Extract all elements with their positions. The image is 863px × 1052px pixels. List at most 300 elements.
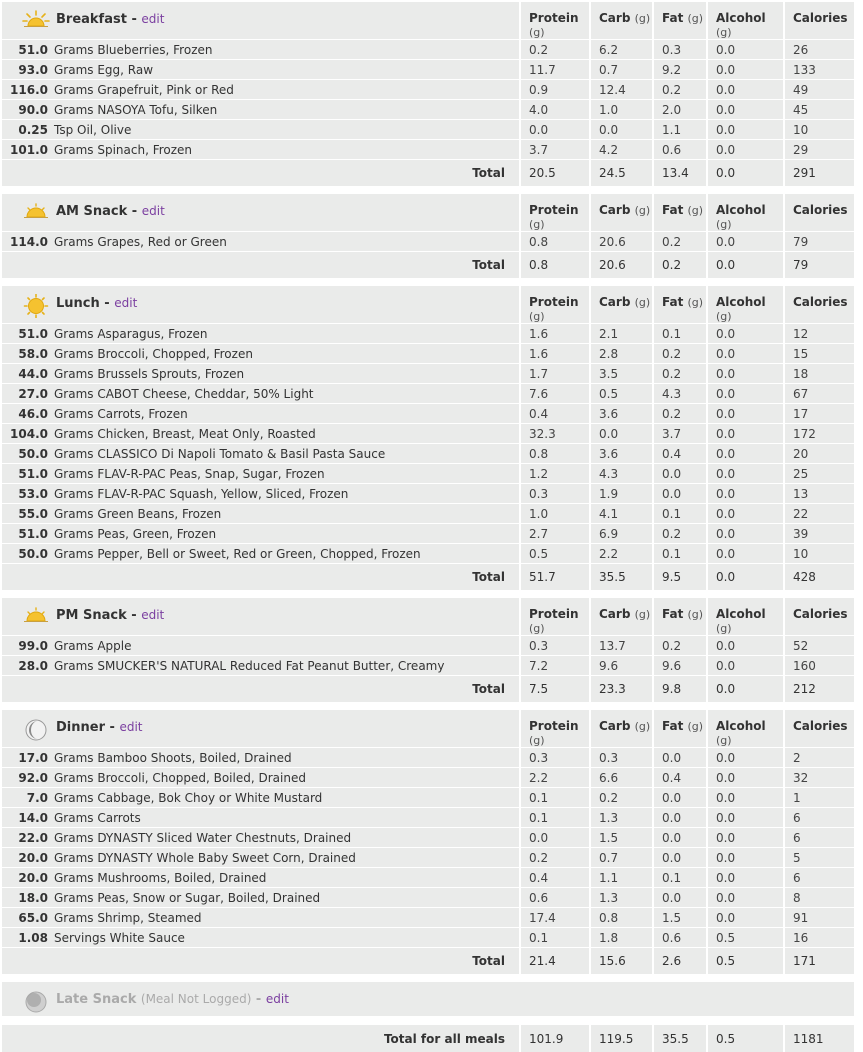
food-carb: 9.6 bbox=[590, 656, 653, 676]
food-name: Tsp Oil, Olive bbox=[54, 123, 131, 137]
food-carb: 1.9 bbox=[590, 484, 653, 504]
food-protein: 0.1 bbox=[520, 788, 590, 808]
food-row bbox=[2, 484, 854, 504]
food-carb: 20.6 bbox=[590, 232, 653, 252]
food-row bbox=[2, 656, 854, 676]
col-protein-header: Protein (g) bbox=[520, 194, 590, 232]
food-alcohol: 0.0 bbox=[707, 424, 784, 444]
meal-total-row bbox=[2, 252, 854, 279]
food-row bbox=[2, 636, 854, 656]
total-carb: 23.3 bbox=[590, 676, 653, 703]
food-protein: 0.1 bbox=[520, 808, 590, 828]
food-alcohol: 0.0 bbox=[707, 868, 784, 888]
food-protein: 11.7 bbox=[520, 60, 590, 80]
col-calories-header: Calories bbox=[784, 710, 854, 748]
food-calories: 29 bbox=[784, 140, 854, 160]
food-alcohol: 0.0 bbox=[707, 364, 784, 384]
food-alcohol: 0.0 bbox=[707, 768, 784, 788]
food-calories: 10 bbox=[784, 120, 854, 140]
food-cell bbox=[2, 768, 520, 788]
total-calories: 291 bbox=[784, 160, 854, 187]
food-alcohol: 0.0 bbox=[707, 384, 784, 404]
total-alcohol: 0.5 bbox=[707, 948, 784, 975]
food-name: Grams Peas, Snow or Sugar, Boiled, Drained bbox=[54, 891, 320, 905]
total-fat: 9.8 bbox=[653, 676, 707, 703]
food-alcohol: 0.5 bbox=[707, 928, 784, 948]
grand-total-protein: 101.9 bbox=[520, 1025, 590, 1052]
col-protein-header: Protein (g) bbox=[520, 286, 590, 324]
food-alcohol: 0.0 bbox=[707, 636, 784, 656]
half-sun-icon bbox=[22, 202, 50, 222]
food-protein: 17.4 bbox=[520, 908, 590, 928]
food-cell bbox=[2, 504, 520, 524]
food-alcohol: 0.0 bbox=[707, 656, 784, 676]
food-alcohol: 0.0 bbox=[707, 828, 784, 848]
food-row bbox=[2, 828, 854, 848]
food-quantity: 90.0 bbox=[2, 103, 48, 117]
food-name: Grams Peas, Green, Frozen bbox=[54, 527, 216, 541]
food-protein: 32.3 bbox=[520, 424, 590, 444]
food-alcohol: 0.0 bbox=[707, 100, 784, 120]
total-calories: 79 bbox=[784, 252, 854, 279]
food-quantity: 14.0 bbox=[2, 811, 48, 825]
food-fat: 0.0 bbox=[653, 808, 707, 828]
meal-header bbox=[2, 286, 520, 324]
food-quantity: 101.0 bbox=[2, 143, 48, 157]
food-row bbox=[2, 100, 854, 120]
food-cell bbox=[2, 788, 520, 808]
grand-total-fat: 35.5 bbox=[653, 1025, 707, 1052]
food-carb: 1.5 bbox=[590, 828, 653, 848]
food-name: Grams Apple bbox=[54, 639, 132, 653]
food-cell bbox=[2, 384, 520, 404]
food-carb: 4.1 bbox=[590, 504, 653, 524]
food-alcohol: 0.0 bbox=[707, 324, 784, 344]
food-cell bbox=[2, 100, 520, 120]
food-fat: 0.2 bbox=[653, 364, 707, 384]
food-cell bbox=[2, 928, 520, 948]
food-fat: 0.0 bbox=[653, 748, 707, 768]
food-protein: 0.9 bbox=[520, 80, 590, 100]
food-protein: 0.2 bbox=[520, 40, 590, 60]
food-protein: 0.4 bbox=[520, 868, 590, 888]
food-name: Grams Spinach, Frozen bbox=[54, 143, 192, 157]
total-fat: 13.4 bbox=[653, 160, 707, 187]
food-carb: 0.8 bbox=[590, 908, 653, 928]
food-protein: 7.6 bbox=[520, 384, 590, 404]
food-cell bbox=[2, 524, 520, 544]
col-alcohol-header: Alcohol (g) bbox=[707, 286, 784, 324]
food-name: Grams Shrimp, Steamed bbox=[54, 911, 202, 925]
col-fat-header: Fat (g) bbox=[653, 2, 707, 40]
total-label: Total bbox=[2, 676, 520, 703]
food-cell bbox=[2, 40, 520, 60]
food-name: Grams FLAV-R-PAC Squash, Yellow, Sliced, Frozen bbox=[54, 487, 348, 501]
food-quantity: 51.0 bbox=[2, 467, 48, 481]
total-protein: 20.5 bbox=[520, 160, 590, 187]
edit-link[interactable]: edit bbox=[119, 720, 142, 734]
food-name: Grams Carrots, Frozen bbox=[54, 407, 188, 421]
meal-title: PM Snack - edit bbox=[56, 608, 164, 623]
food-protein: 3.7 bbox=[520, 140, 590, 160]
food-row bbox=[2, 80, 854, 100]
food-alcohol: 0.0 bbox=[707, 484, 784, 504]
food-name: Grams Cabbage, Bok Choy or White Mustard bbox=[54, 791, 322, 805]
food-name: Servings White Sauce bbox=[54, 931, 185, 945]
meal-header bbox=[2, 598, 520, 636]
total-protein: 0.8 bbox=[520, 252, 590, 279]
meal-total-row bbox=[2, 676, 854, 703]
food-cell bbox=[2, 868, 520, 888]
food-row bbox=[2, 40, 854, 60]
food-cell bbox=[2, 828, 520, 848]
food-fat: 2.0 bbox=[653, 100, 707, 120]
food-calories: 16 bbox=[784, 928, 854, 948]
food-protein: 0.0 bbox=[520, 828, 590, 848]
food-fat: 9.6 bbox=[653, 656, 707, 676]
food-fat: 0.6 bbox=[653, 928, 707, 948]
food-protein: 7.2 bbox=[520, 656, 590, 676]
food-calories: 12 bbox=[784, 324, 854, 344]
food-cell bbox=[2, 60, 520, 80]
food-quantity: 50.0 bbox=[2, 547, 48, 561]
food-fat: 0.2 bbox=[653, 636, 707, 656]
food-carb: 0.7 bbox=[590, 848, 653, 868]
food-quantity: 27.0 bbox=[2, 387, 48, 401]
food-protein: 0.1 bbox=[520, 928, 590, 948]
food-quantity: 93.0 bbox=[2, 63, 48, 77]
food-protein: 1.6 bbox=[520, 344, 590, 364]
food-row bbox=[2, 384, 854, 404]
col-alcohol-header: Alcohol (g) bbox=[707, 598, 784, 636]
food-quantity: 116.0 bbox=[2, 83, 48, 97]
food-quantity: 55.0 bbox=[2, 507, 48, 521]
food-row bbox=[2, 444, 854, 464]
col-fat-header: Fat (g) bbox=[653, 194, 707, 232]
total-fat: 2.6 bbox=[653, 948, 707, 975]
col-carb-header: Carb (g) bbox=[590, 598, 653, 636]
food-row bbox=[2, 524, 854, 544]
food-fat: 0.4 bbox=[653, 768, 707, 788]
food-cell bbox=[2, 748, 520, 768]
sunrise-icon bbox=[22, 10, 50, 30]
food-quantity: 51.0 bbox=[2, 327, 48, 341]
food-quantity: 46.0 bbox=[2, 407, 48, 421]
food-row bbox=[2, 544, 854, 564]
food-calories: 26 bbox=[784, 40, 854, 60]
col-carb-header: Carb (g) bbox=[590, 194, 653, 232]
food-protein: 1.6 bbox=[520, 324, 590, 344]
edit-link[interactable]: edit bbox=[141, 12, 164, 26]
food-quantity: 58.0 bbox=[2, 347, 48, 361]
food-alcohol: 0.0 bbox=[707, 524, 784, 544]
meal-title: AM Snack - edit bbox=[56, 204, 165, 219]
food-protein: 0.5 bbox=[520, 544, 590, 564]
food-carb: 3.6 bbox=[590, 404, 653, 424]
food-calories: 18 bbox=[784, 364, 854, 384]
total-label: Total bbox=[2, 948, 520, 975]
meal-dinner bbox=[2, 710, 854, 974]
food-cell bbox=[2, 484, 520, 504]
food-calories: 45 bbox=[784, 100, 854, 120]
food-row bbox=[2, 908, 854, 928]
food-alcohol: 0.0 bbox=[707, 504, 784, 524]
food-quantity: 44.0 bbox=[2, 367, 48, 381]
total-label: Total bbox=[2, 564, 520, 591]
food-alcohol: 0.0 bbox=[707, 748, 784, 768]
food-row bbox=[2, 464, 854, 484]
food-carb: 0.7 bbox=[590, 60, 653, 80]
food-carb: 2.8 bbox=[590, 344, 653, 364]
col-calories-header: Calories bbox=[784, 598, 854, 636]
food-protein: 4.0 bbox=[520, 100, 590, 120]
food-calories: 6 bbox=[784, 868, 854, 888]
food-fat: 0.2 bbox=[653, 524, 707, 544]
food-row bbox=[2, 888, 854, 908]
food-carb: 4.3 bbox=[590, 464, 653, 484]
food-cell bbox=[2, 848, 520, 868]
food-calories: 6 bbox=[784, 808, 854, 828]
food-calories: 160 bbox=[784, 656, 854, 676]
food-alcohol: 0.0 bbox=[707, 344, 784, 364]
total-alcohol: 0.0 bbox=[707, 676, 784, 703]
food-fat: 0.0 bbox=[653, 828, 707, 848]
food-calories: 5 bbox=[784, 848, 854, 868]
food-name: Grams Mushrooms, Boiled, Drained bbox=[54, 871, 266, 885]
total-alcohol: 0.0 bbox=[707, 564, 784, 591]
food-row bbox=[2, 140, 854, 160]
food-calories: 15 bbox=[784, 344, 854, 364]
total-calories: 171 bbox=[784, 948, 854, 975]
food-alcohol: 0.0 bbox=[707, 848, 784, 868]
food-alcohol: 0.0 bbox=[707, 908, 784, 928]
food-calories: 91 bbox=[784, 908, 854, 928]
half-sun-icon bbox=[22, 606, 50, 626]
food-calories: 13 bbox=[784, 484, 854, 504]
food-carb: 6.2 bbox=[590, 40, 653, 60]
food-row bbox=[2, 60, 854, 80]
food-quantity: 104.0 bbox=[2, 427, 48, 441]
col-alcohol-header: Alcohol (g) bbox=[707, 2, 784, 40]
food-carb: 3.6 bbox=[590, 444, 653, 464]
meal-am-snack bbox=[2, 194, 854, 278]
food-protein: 0.2 bbox=[520, 848, 590, 868]
food-row bbox=[2, 424, 854, 444]
edit-link[interactable]: edit bbox=[266, 992, 289, 1006]
total-alcohol: 0.0 bbox=[707, 252, 784, 279]
food-alcohol: 0.0 bbox=[707, 788, 784, 808]
food-row bbox=[2, 868, 854, 888]
food-row bbox=[2, 404, 854, 424]
food-cell bbox=[2, 324, 520, 344]
food-protein: 0.4 bbox=[520, 404, 590, 424]
edit-link[interactable]: edit bbox=[114, 296, 137, 310]
food-fat: 0.1 bbox=[653, 324, 707, 344]
total-calories: 212 bbox=[784, 676, 854, 703]
food-alcohol: 0.0 bbox=[707, 404, 784, 424]
food-carb: 0.5 bbox=[590, 384, 653, 404]
meal-total-row bbox=[2, 160, 854, 187]
total-protein: 51.7 bbox=[520, 564, 590, 591]
sun-icon bbox=[22, 294, 50, 314]
meal-title: Breakfast - edit bbox=[56, 12, 164, 27]
food-calories: 79 bbox=[784, 232, 854, 252]
food-alcohol: 0.0 bbox=[707, 808, 784, 828]
food-alcohol: 0.0 bbox=[707, 40, 784, 60]
food-protein: 0.8 bbox=[520, 232, 590, 252]
meal-title: Dinner - edit bbox=[56, 720, 143, 735]
food-protein: 2.2 bbox=[520, 768, 590, 788]
col-fat-header: Fat (g) bbox=[653, 286, 707, 324]
food-carb: 1.1 bbox=[590, 868, 653, 888]
food-carb: 0.0 bbox=[590, 120, 653, 140]
food-calories: 6 bbox=[784, 828, 854, 848]
food-carb: 12.4 bbox=[590, 80, 653, 100]
food-calories: 49 bbox=[784, 80, 854, 100]
food-carb: 6.9 bbox=[590, 524, 653, 544]
food-fat: 0.0 bbox=[653, 788, 707, 808]
food-protein: 1.7 bbox=[520, 364, 590, 384]
food-calories: 1 bbox=[784, 788, 854, 808]
col-fat-header: Fat (g) bbox=[653, 710, 707, 748]
col-carb-header: Carb (g) bbox=[590, 2, 653, 40]
food-fat: 0.0 bbox=[653, 484, 707, 504]
grand-total bbox=[2, 1024, 854, 1052]
food-row bbox=[2, 364, 854, 384]
food-carb: 4.2 bbox=[590, 140, 653, 160]
food-carb: 0.3 bbox=[590, 748, 653, 768]
col-protein-header: Protein (g) bbox=[520, 2, 590, 40]
meal-late-snack bbox=[2, 982, 854, 1016]
food-quantity: 51.0 bbox=[2, 527, 48, 541]
food-name: Grams FLAV-R-PAC Peas, Snap, Sugar, Frozen bbox=[54, 467, 325, 481]
food-quantity: 22.0 bbox=[2, 831, 48, 845]
food-cell bbox=[2, 404, 520, 424]
food-quantity: 28.0 bbox=[2, 659, 48, 673]
total-protein: 21.4 bbox=[520, 948, 590, 975]
moon-grey-icon bbox=[22, 990, 50, 1010]
total-fat: 9.5 bbox=[653, 564, 707, 591]
food-calories: 20 bbox=[784, 444, 854, 464]
food-carb: 13.7 bbox=[590, 636, 653, 656]
food-fat: 0.0 bbox=[653, 464, 707, 484]
food-cell bbox=[2, 544, 520, 564]
food-quantity: 0.25 bbox=[2, 123, 48, 137]
food-carb: 3.5 bbox=[590, 364, 653, 384]
food-protein: 0.3 bbox=[520, 748, 590, 768]
food-fat: 0.2 bbox=[653, 344, 707, 364]
food-fat: 4.3 bbox=[653, 384, 707, 404]
food-name: Grams NASOYA Tofu, Silken bbox=[54, 103, 217, 117]
food-cell bbox=[2, 656, 520, 676]
food-calories: 32 bbox=[784, 768, 854, 788]
food-carb: 2.1 bbox=[590, 324, 653, 344]
food-fat: 1.5 bbox=[653, 908, 707, 928]
grand-total-label: Total for all meals bbox=[2, 1025, 520, 1052]
food-carb: 1.3 bbox=[590, 888, 653, 908]
food-row bbox=[2, 928, 854, 948]
food-name: Grams CABOT Cheese, Cheddar, 50% Light bbox=[54, 387, 314, 401]
food-quantity: 65.0 bbox=[2, 911, 48, 925]
meal-total-row bbox=[2, 948, 854, 975]
food-protein: 0.3 bbox=[520, 484, 590, 504]
col-protein-header: Protein (g) bbox=[520, 598, 590, 636]
food-name: Grams Blueberries, Frozen bbox=[54, 43, 212, 57]
food-cell bbox=[2, 888, 520, 908]
food-row bbox=[2, 748, 854, 768]
meal-header bbox=[2, 2, 520, 40]
food-name: Grams CLASSICO Di Napoli Tomato & Basil Pasta Sauce bbox=[54, 447, 385, 461]
food-protein: 2.7 bbox=[520, 524, 590, 544]
food-quantity: 51.0 bbox=[2, 43, 48, 57]
total-carb: 15.6 bbox=[590, 948, 653, 975]
total-carb: 20.6 bbox=[590, 252, 653, 279]
food-name: Grams Green Beans, Frozen bbox=[54, 507, 221, 521]
col-protein-header: Protein (g) bbox=[520, 710, 590, 748]
food-quantity: 7.0 bbox=[2, 791, 48, 805]
food-quantity: 53.0 bbox=[2, 487, 48, 501]
food-alcohol: 0.0 bbox=[707, 888, 784, 908]
food-fat: 9.2 bbox=[653, 60, 707, 80]
food-quantity: 1.08 bbox=[2, 931, 48, 945]
grand-total-calories: 1181 bbox=[784, 1025, 854, 1052]
food-alcohol: 0.0 bbox=[707, 80, 784, 100]
food-cell bbox=[2, 232, 520, 252]
food-alcohol: 0.0 bbox=[707, 444, 784, 464]
food-alcohol: 0.0 bbox=[707, 60, 784, 80]
food-name: Grams Bamboo Shoots, Boiled, Drained bbox=[54, 751, 292, 765]
grand-total-alcohol: 0.5 bbox=[707, 1025, 784, 1052]
food-cell bbox=[2, 908, 520, 928]
food-calories: 52 bbox=[784, 636, 854, 656]
food-quantity: 50.0 bbox=[2, 447, 48, 461]
food-calories: 25 bbox=[784, 464, 854, 484]
col-calories-header: Calories bbox=[784, 194, 854, 232]
food-cell bbox=[2, 808, 520, 828]
edit-link[interactable]: edit bbox=[141, 608, 164, 622]
food-log bbox=[2, 2, 854, 1052]
total-label: Total bbox=[2, 160, 520, 187]
col-calories-header: Calories bbox=[784, 2, 854, 40]
food-cell bbox=[2, 120, 520, 140]
food-fat: 0.4 bbox=[653, 444, 707, 464]
food-quantity: 114.0 bbox=[2, 235, 48, 249]
col-alcohol-header: Alcohol (g) bbox=[707, 194, 784, 232]
food-calories: 10 bbox=[784, 544, 854, 564]
food-alcohol: 0.0 bbox=[707, 120, 784, 140]
food-calories: 17 bbox=[784, 404, 854, 424]
food-name: Grams Asparagus, Frozen bbox=[54, 327, 208, 341]
food-fat: 0.1 bbox=[653, 544, 707, 564]
food-calories: 2 bbox=[784, 748, 854, 768]
food-fat: 0.2 bbox=[653, 80, 707, 100]
food-name: Grams Brussels Sprouts, Frozen bbox=[54, 367, 244, 381]
edit-link[interactable]: edit bbox=[142, 204, 165, 218]
meal-not-logged-note: (Meal Not Logged) bbox=[141, 992, 252, 1006]
meal-lunch bbox=[2, 286, 854, 590]
food-name: Grams Egg, Raw bbox=[54, 63, 153, 77]
food-carb: 1.3 bbox=[590, 808, 653, 828]
food-name: Grams DYNASTY Sliced Water Chestnuts, Drained bbox=[54, 831, 351, 845]
food-cell bbox=[2, 140, 520, 160]
food-protein: 1.2 bbox=[520, 464, 590, 484]
food-quantity: 17.0 bbox=[2, 751, 48, 765]
food-carb: 1.8 bbox=[590, 928, 653, 948]
food-fat: 0.0 bbox=[653, 888, 707, 908]
food-row bbox=[2, 344, 854, 364]
food-row bbox=[2, 324, 854, 344]
food-fat: 0.2 bbox=[653, 404, 707, 424]
